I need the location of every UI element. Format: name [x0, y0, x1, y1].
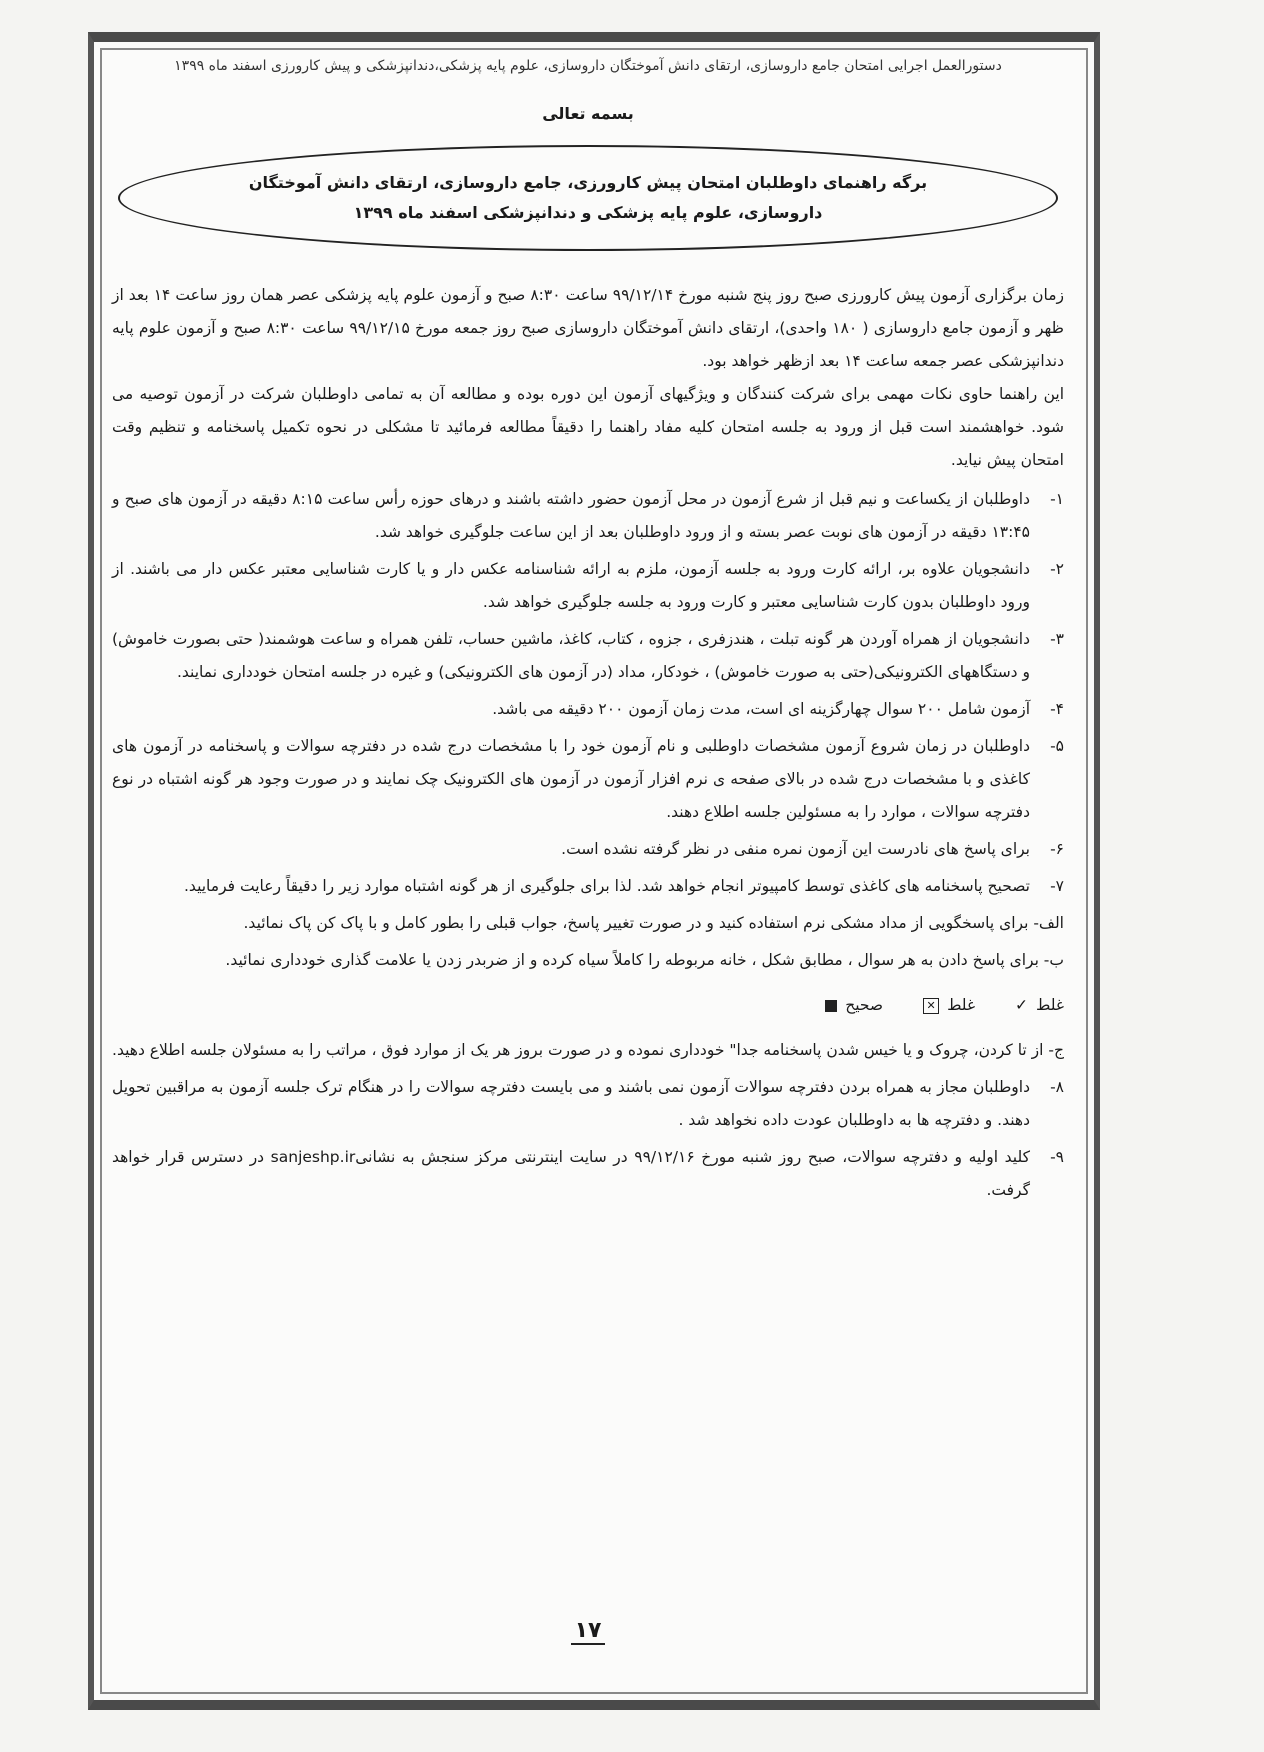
item-text: داوطلبان از یکساعت و نیم قبل از شرع آزمون در محل آزمون حضور داشته باشند و درهای حوزه رأس ساعت ۸:۱۵ دقیقه در آزمون های صبح و ۱۳:۴۵ دقیقه در آزمون های نوبت عصر بسته و از ورود داوطلبان بعد از این ساعت جلوگیری خواهد شد.	[112, 490, 1030, 541]
item-text: دانشجویان علاوه بر، ارائه کارت ورود به جلسه آزمون، ملزم به ارائه شناسنامه عکس دار و یا کارت شناسایی معتبر عکس دار می باشند. از ورود داوطلبان بدون کارت شناسایی معتبر و کارت ورود به جلسه جلوگیری خواهد شد.	[112, 560, 1030, 611]
item-number: ۷-	[1050, 877, 1064, 895]
wrong-check-label: غلط	[1036, 996, 1064, 1014]
list-item	[112, 693, 1064, 726]
wrong-x-label: غلط	[947, 996, 976, 1014]
list-item	[112, 623, 1064, 689]
correct-example	[825, 989, 883, 1022]
item-text: آزمون شامل ۲۰۰ سوال چهارگزینه ای است، مدت زمان آزمون ۲۰۰ دقیقه می باشد.	[492, 700, 1030, 718]
sub-item-be: ب- برای پاسخ دادن به هر سوال ، مطابق شکل ، خانه مربوطه را کاملاً سیاه کرده و از ضربدر زدن یا علامت گذاری خودداری نمائید.	[225, 951, 1064, 969]
item-text-before: کلید اولیه و دفترچه سوالات، صبح روز شنبه مورخ ۹۹/۱۲/۱۶ در سایت اینترنتی مرکز سنجش به نشانی	[355, 1148, 1030, 1166]
wrong-x-example	[923, 989, 975, 1022]
page-number	[112, 1618, 1064, 1643]
answer-marking-examples	[112, 989, 1064, 1022]
intro	[112, 279, 1064, 477]
item-number: ۵-	[1050, 737, 1064, 755]
title-oval	[118, 145, 1058, 251]
x-box-icon: ✕	[923, 998, 939, 1014]
website-link[interactable]: sanjeshp.ir	[270, 1148, 356, 1166]
list-item	[112, 1071, 1064, 1137]
item-number: ۹-	[1050, 1148, 1064, 1166]
check-mark-icon: ✓	[1015, 996, 1029, 1014]
wrong-check-example	[1015, 989, 1064, 1022]
item-text-after: در دسترس قرار خواهد گرفت.	[112, 1148, 1030, 1199]
item-number: ۶-	[1050, 840, 1064, 858]
item-number: ۲-	[1050, 560, 1064, 578]
instructions-list	[112, 483, 1064, 1207]
intro-paragraph-1: زمان برگزاری آزمون پیش کارورزی صبح روز پنج شنبه مورخ ۹۹/۱۲/۱۴ ساعت ۸:۳۰ صبح و آزمون علوم پایه پزشکی عصر همان روز ساعت ۱۴ بعد از ظهر و آزمون جامع داروسازی ( ۱۸۰ واحدی)، ارتقای دانش آموختگان داروسازی صبح روز جمعه مورخ ۹۹/۱۲/۱۵ ساعت ۸:۳۰ صبح و آزمون علوم پایه دندانپزشکی عصر جمعه ساعت ۱۴ بعد ازظهر خواهد بود.	[112, 286, 1064, 370]
page-number-text: ۱۷	[571, 1618, 606, 1645]
list-item	[112, 730, 1064, 829]
list-item	[112, 1141, 1064, 1207]
list-item	[112, 833, 1064, 866]
correct-label: صحیح	[845, 996, 884, 1014]
item-text: دانشجویان از همراه آوردن هر گونه تبلت ، هندزفری ، جزوه ، کتاب، کاغذ، ماشین حساب، تلفن همراه و ساعت هوشمند( حتی بصورت خاموش) و دستگاههای الکترونیکی(حتی به صورت خاموش) ، خودکار، مداد (در آزمون های الکترونیکی) و غیره در جلسه امتحان خودداری نمایند.	[112, 630, 1030, 681]
document-title: برگه راهنمای داوطلبان امتحان پیش کارورزی، جامع داروسازی، ارتقای دانش آموختگان داروسازی، علوم پایه پزشکی و دندانپزشکی اسفند ماه ۱۳۹۹	[248, 173, 928, 222]
running-header: دستورالعمل اجرایی امتحان جامع داروسازی، ارتقای دانش آموختگان داروسازی، علوم پایه پزشکی،دندانپزشکی و پیش کارورزی اسفند ماه ۱۳۹۹	[174, 58, 1002, 74]
item-number: ۴-	[1050, 700, 1064, 718]
item-text: داوطلبان مجاز به همراه بردن دفترچه سوالات آزمون نمی باشند و می بایست دفترچه سوالات را در هنگام ترک جلسه آزمون به مراقبین تحویل دهند. و دفترچه ها به داوطلبان عودت داده نخواهد شد .	[112, 1078, 1030, 1129]
sub-item-jim: ج- از تا کردن، چروک و یا خیس شدن پاسخنامه جدا" خودداری نموده و در صورت بروز هر یک از موارد فوق ، مراتب را به مسئولان جلسه اطلاع دهید.	[112, 1041, 1064, 1059]
list-item	[112, 483, 1064, 549]
item-text: برای پاسخ های نادرست این آزمون نمره منفی در نظر گرفته نشده است.	[561, 840, 1030, 858]
list-item	[112, 870, 1064, 903]
intro-paragraph-2: این راهنما حاوی نکات مهمی برای شرکت کنندگان و ویژگیهای آزمون این دوره بوده و مطالعه آن به تمامی داوطلبان شرکت در آزمون توصیه می شود. خواهشمند است قبل از ورود به جلسه امتحان کلیه مفاد راهنما را دقیقاً مطالعه فرمائید تا مشکلی در نحوه تکمیل پاسخنامه و تنظیم وقت امتحان پیش نیاید.	[112, 385, 1064, 469]
item-text: داوطلبان در زمان شروع آزمون مشخصات داوطلبی و نام آزمون خود را با مشخصات درج شده در دفترچه سوالات و پاسخنامه در آزمون های کاغذی و با مشخصات درج شده در بالای صفحه ی نرم افزار آزمون در آزمون های الکترونیک چک نمایند و در صورت وجود هر گونه اشتباه در نوع دفترچه سوالات ، موارد را به مسئولین جلسه اطلاع دهند.	[112, 737, 1030, 821]
item-number: ۳-	[1050, 630, 1064, 648]
item-number: ۱-	[1050, 490, 1064, 508]
bismillah: بسمه تعالی	[542, 104, 634, 123]
document-content	[112, 48, 1064, 1668]
item-text	[112, 1141, 1030, 1207]
filled-box-icon	[825, 1000, 837, 1012]
list-item	[112, 553, 1064, 619]
item-text: تصحیح پاسخنامه های کاغذی توسط کامپیوتر انجام خواهد شد. لذا برای جلوگیری از هر گونه اشتباه موارد زیر را دقیقاً رعایت فرمایید.	[184, 877, 1030, 895]
sub-item-alef: الف- برای پاسخگویی از مداد مشکی نرم استفاده کنید و در صورت تغییر پاسخ، جواب قبلی را بطور کامل و با پاک کن پاک نمائید.	[243, 914, 1064, 932]
item-number: ۸-	[1050, 1078, 1064, 1096]
